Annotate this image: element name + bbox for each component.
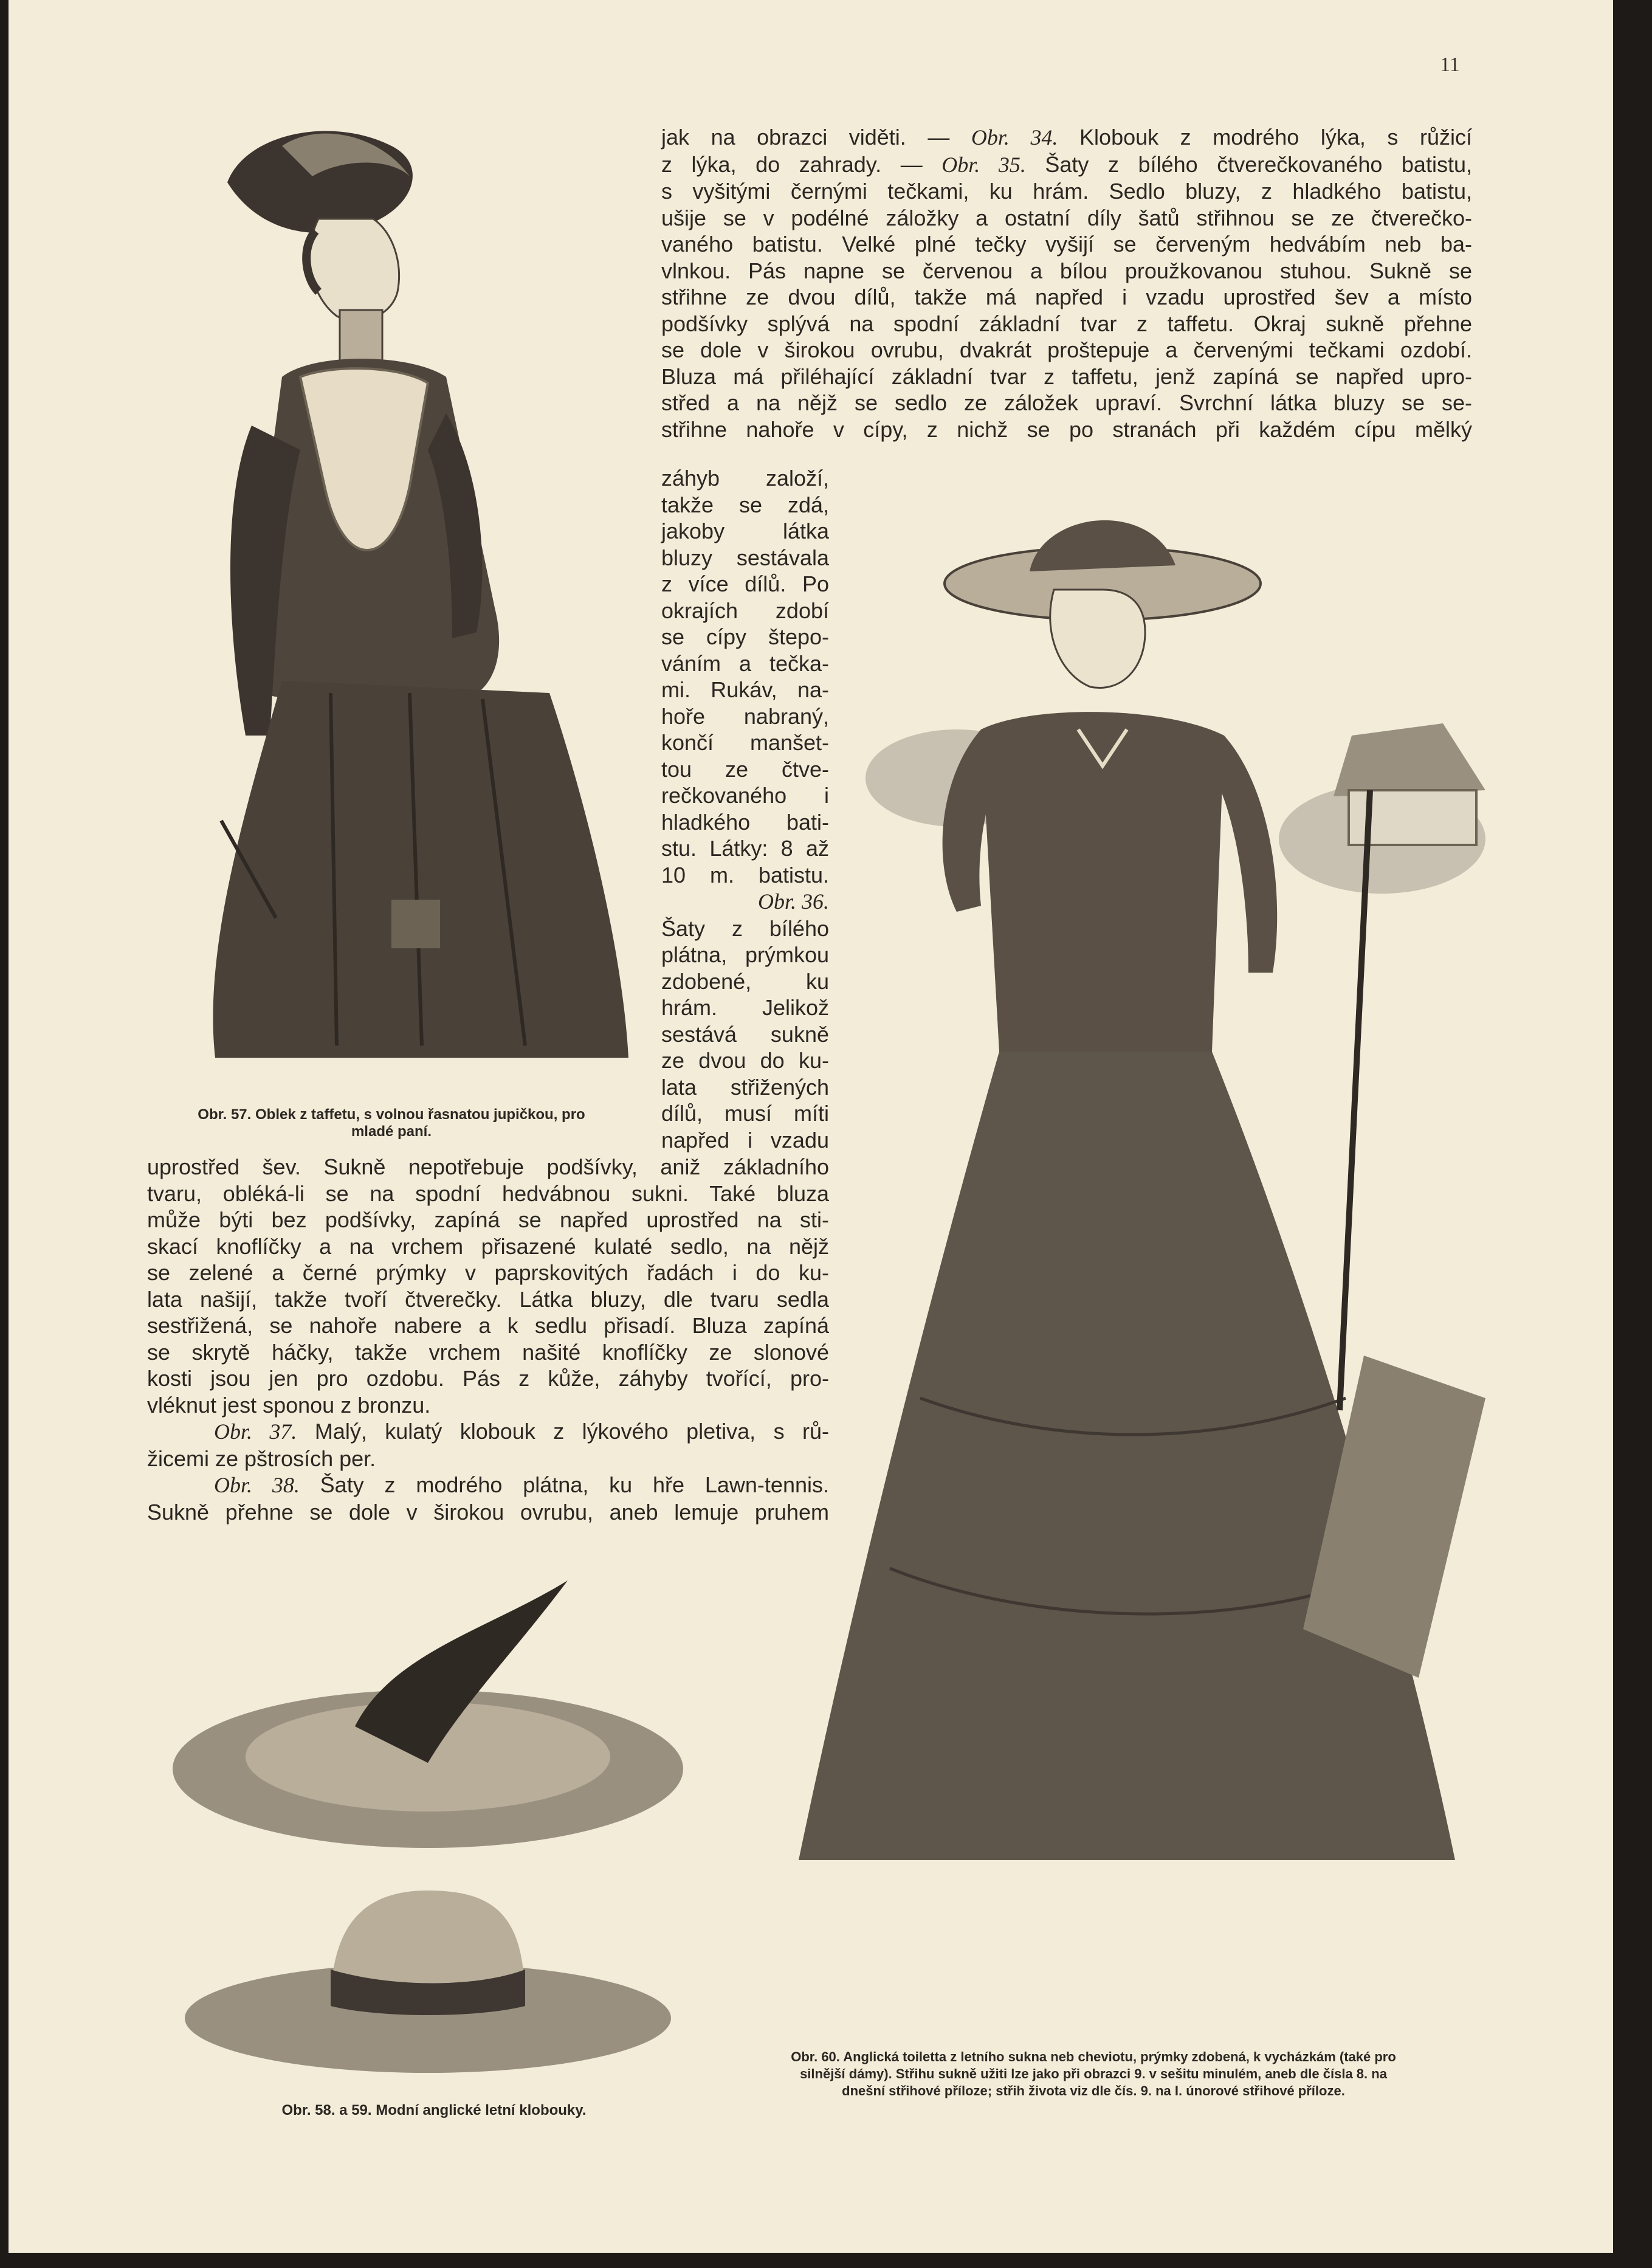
text-line: se cípy štepo- [661,624,829,649]
top-text-block [661,124,1472,443]
text-line [661,124,1472,151]
page-number: 11 [1440,53,1460,76]
text-line: Bluza má přiléhající základní tvar z taffetu, jenž zapíná se napřed upro- [661,364,1472,389]
text-line: může býti bez podšívky, zapíná se napřed uprostřed na sti- [147,1207,829,1232]
text-line: 10 m. batistu. [661,862,829,888]
figure-57-illustration [209,109,635,1076]
text-line: bluzy sestávala [661,545,829,570]
text-fragment: Klobouk z modrého lýka, s růžicí [1058,125,1472,150]
text-line: skací knoflíčky a na vrchem přisazené kulaté sedlo, na nějž [147,1233,829,1259]
text-line: napřed i vzadu [661,1127,829,1153]
text-line: jakoby látka [661,519,829,543]
left-text-block [147,1154,829,1525]
figure-reference: Obr. 37. [214,1419,297,1444]
figure-60-caption-line-3: dnešní střihové příloze; střih života viz dle čís. 9. na I. únorové střihové příloze. [842,2083,1345,2098]
text-line: se dole v širokou ovrubu, dvakrát proštepuje a červenými tečkami ozdobí. [661,337,1472,362]
text-line: z více dílů. Po [661,571,829,596]
text-line [147,1418,829,1446]
text-line: střed a na nějž se sedlo ze záložek upraví. Svrchní látka bluzy se se- [661,390,1472,415]
text-line: se zelené a černé prýmky v paprskovitých řadách i do ku- [147,1260,829,1285]
text-line: lata střižených [661,1074,829,1100]
text-line: ušije se v podélné záložky a ostatní díly šatů střihnou se ze čtverečko- [661,205,1472,230]
text-line: záhyb založí, [661,466,829,491]
figure-60-caption-line-2: silnější dámy). Střihu sukně užiti lze jako při obrazci 9. v sešitu minulém, aneb dle čísla 8. na [800,2066,1387,2081]
figure-reference: Obr. 35. [941,152,1026,177]
figure-58-59-caption-line: Obr. 58. a 59. Modní anglické letní klobouky. [281,2102,587,2118]
text-line: tvaru, obléká-li se na spodní hedvábnou sukni. Také bluza [147,1181,829,1206]
text-line: sestává sukně [661,1021,829,1047]
text-line: žicemi ze pštrosích per. [147,1446,376,1471]
text-fragment: jak na obrazci viděti. — [661,125,971,150]
text-line: s vyšitými černými tečkami, ku hrám. Sedlo bluzy, z hladkého batistu, [661,179,1472,204]
text-line: hoře nabraný, [661,703,829,729]
text-line: vlnkou. Pás napne se červenou a bílou proužkovanou stuhou. Sukně se [661,258,1472,283]
text-line: zdobené, ku [661,968,829,994]
text-line: hladkého bati- [661,809,829,835]
text-line: rečkovaného i [661,783,829,808]
figure-58-59-illustration [173,1580,695,2128]
text-line: Šaty z bílého [661,915,829,941]
text-fragment: Malý, kulatý klobouk z lýkového pletiva, s rů- [297,1419,829,1444]
text-line: podšívky splývá na spodní základní tvar z taffetu. Okraj sukně přehne [661,311,1472,336]
text-line: ze dvou do ku- [661,1048,829,1073]
text-line: plátna, prýmkou [661,942,829,967]
text-line: hrám. Jelikož [661,995,829,1020]
text-line: vaného batistu. Velké plné tečky vyšijí se červeným hedvábím neb ba- [661,232,1472,257]
text-line: tou ze čtve- [661,756,829,782]
text-line: okrajích zdobí [661,598,829,623]
figure-60-illustration [738,474,1504,1897]
magazine-page [9,0,1626,2253]
text-line: stu. Látky: 8 až [661,836,829,861]
text-line: se skrytě háčky, takže vrchem našité knoflíčky ze slonové [147,1339,829,1365]
figure-60-caption [695,2049,1492,2100]
text-line: sestřižená, se nahoře nabere a k sedlu přisadí. Bluza zapíná [147,1313,829,1338]
text-line: dílů, musí míti [661,1101,829,1126]
text-line: Sukně přehne se dole v širokou ovrubu, aneb lemuje pruhem [147,1499,829,1525]
figure-58-59-caption [173,2102,695,2119]
figure-reference: Obr. 34. [971,125,1058,150]
figure-60-caption-line-1: Obr. 60. Anglická toiletta z letního sukna neb cheviotu, prýmky zdobená, k vycházkám (také pro [791,2049,1396,2064]
text-fragment: z lýka, do zahrady. — [661,151,942,177]
figure-57-caption-line-1: Obr. 57. Oblek z taffetu, s volnou řasnatou jupičkou, pro [198,1106,585,1123]
figure-57-caption-line-2: mladé paní. [351,1123,432,1140]
figure-reference: Obr. 36. [757,889,829,914]
text-line: kosti jsou jen pro ozdobu. Pás z kůže, záhyby tvořící, pro- [147,1366,829,1391]
text-line: lata našijí, takže tvoří čtverečky. Látka bluzy, dle tvaru sedla [147,1286,829,1312]
text-line: vléknut jest sponou z bronzu. [147,1392,431,1418]
text-fragment: Šaty z bílého čtverečkovaného batistu, [1025,151,1472,177]
text-fragment: Šaty z modrého plátna, ku hře Lawn-tennis. [299,1472,829,1497]
text-line: končí manšet- [661,730,829,755]
page-binding-edge [1613,0,1626,2253]
text-line: váním a tečka- [661,650,829,676]
text-line: mi. Rukáv, na- [661,677,829,702]
text-line [147,1472,829,1499]
text-line: střihne nahoře v cípy, z nichž se po stranách při každém cípu mělký [661,416,1472,442]
figure-57-caption [154,1106,628,1140]
text-line: takže se zdá, [661,492,829,517]
text-line: uprostřed šev. Sukně nepotřebuje podšívky, aniž základního [147,1154,829,1179]
figure-reference: Obr. 38. [214,1473,300,1497]
text-line: střihne ze dvou dílů, takže má napřed i vzadu uprostřed šev a místo [661,284,1472,309]
text-line [661,151,1472,179]
